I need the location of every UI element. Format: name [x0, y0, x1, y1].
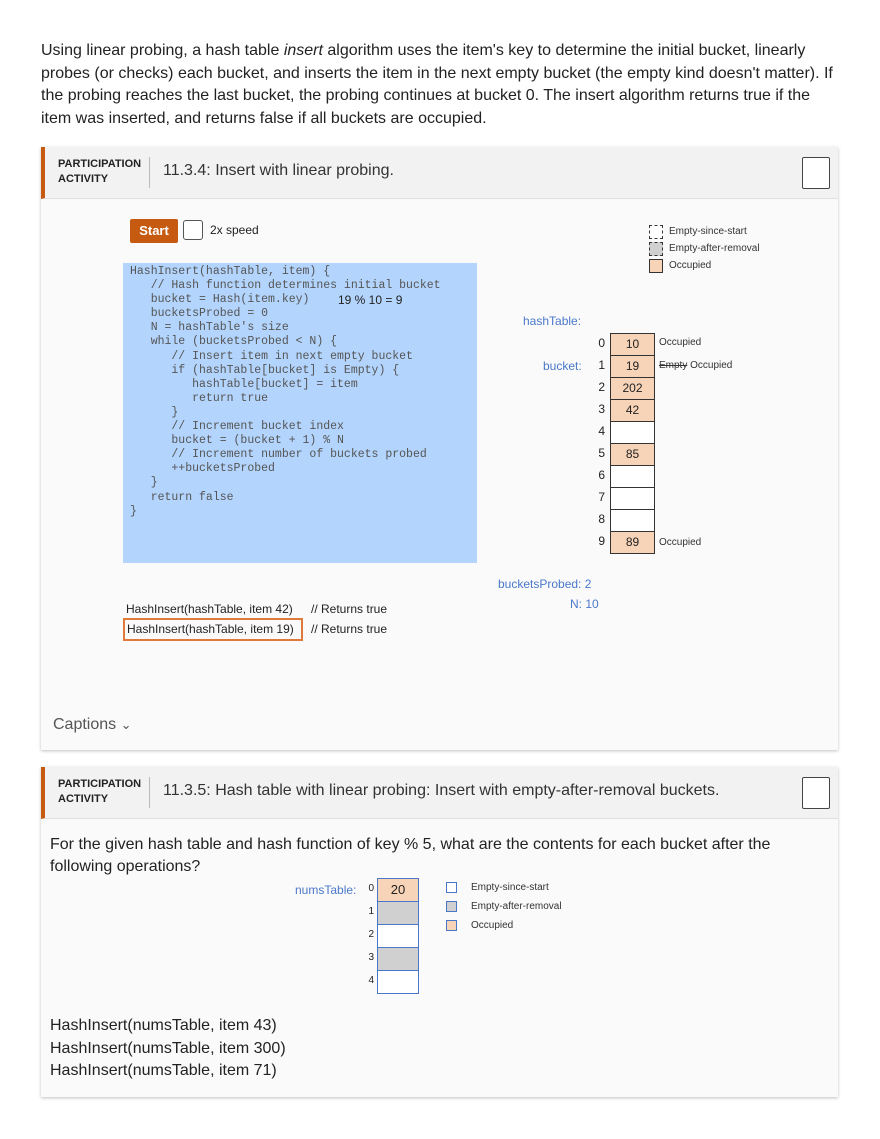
bucket-cell	[377, 924, 419, 948]
code-line: N = hashTable's size	[130, 321, 289, 335]
bucket-index: 1	[598, 358, 605, 372]
speed-checkbox[interactable]	[183, 220, 203, 240]
call-2-highlighted: HashInsert(hashTable, item 19)	[123, 618, 303, 641]
bucket-index: 8	[598, 512, 605, 526]
activity-type-label: PARTICIPATION ACTIVITY	[58, 158, 142, 185]
note-bucket-9: Occupied	[659, 537, 702, 548]
bucket-index: 5	[598, 446, 605, 460]
legend-swatch	[446, 882, 457, 893]
code-line: // Hash function determines initial bucket	[130, 279, 441, 293]
bucket-cell: 20	[377, 878, 419, 902]
code-line: // Increment bucket index	[130, 420, 344, 434]
code-line: ++bucketsProbed	[130, 462, 275, 476]
code-line: // Insert item in next empty bucket	[130, 349, 413, 363]
operation: HashInsert(numsTable, item 43)	[50, 1017, 277, 1034]
speed-label: 2x speed	[210, 223, 259, 237]
code-line: return true	[130, 391, 269, 405]
bucket-cell	[610, 487, 655, 510]
bookmark-icon[interactable]	[802, 157, 830, 189]
numstable-label: numsTable:	[295, 883, 357, 897]
activity-header	[41, 767, 838, 819]
bucket-cell: 89	[610, 531, 655, 554]
code-line: while (bucketsProbed < N) {	[130, 335, 338, 349]
bucket-index: 9	[598, 534, 605, 548]
bookmark-icon[interactable]	[802, 777, 830, 809]
operations-list	[50, 1015, 286, 1083]
bucket-index: 1	[368, 906, 374, 917]
code-line: bucketsProbed = 0	[130, 307, 269, 321]
operation: HashInsert(numsTable, item 71)	[50, 1062, 277, 1079]
code-line: if (hashTable[bucket] is Empty) {	[130, 363, 400, 377]
code-block	[123, 263, 477, 563]
operation: HashInsert(numsTable, item 300)	[50, 1039, 286, 1057]
bucket-cell	[610, 421, 655, 444]
code-line: hashTable[bucket] = item	[130, 377, 358, 391]
legend-swatch	[446, 901, 457, 912]
bucket-index: 7	[598, 490, 605, 504]
legend-label: Empty-after-removal	[471, 901, 562, 912]
legend-swatch	[649, 225, 663, 239]
note-bucket-1: Empty Occupied	[659, 360, 733, 371]
bucket-index: 6	[598, 468, 605, 482]
bucket-index: 0	[598, 336, 605, 350]
legend-label: Empty-since-start	[471, 882, 549, 893]
activity-title: 11.3.4: Insert with linear probing.	[163, 162, 394, 179]
call-1: HashInsert(hashTable, item 42)	[126, 602, 293, 616]
bucket-index: 2	[598, 380, 605, 394]
legend-label: Empty-after-removal	[669, 243, 760, 254]
start-button[interactable]: Start	[130, 219, 178, 243]
note-bucket-0: Occupied	[659, 337, 702, 348]
bucket-index: 3	[598, 402, 605, 416]
intro-text: Using linear probing, a hash table	[41, 42, 284, 59]
code-line: }	[130, 405, 179, 419]
code-line: bucket = (bucket + 1) % N	[130, 434, 344, 448]
code-line: HashInsert(hashTable, item) {	[130, 265, 331, 278]
code-line: }	[130, 476, 158, 490]
call-1-return: // Returns true	[311, 602, 388, 616]
code-line: // Increment number of buckets probed	[130, 448, 427, 462]
legend-swatch	[649, 259, 663, 273]
bucket-cell	[610, 465, 655, 488]
buckets-probed-readout: bucketsProbed: 2	[498, 577, 592, 591]
bucket-index: 2	[368, 929, 374, 940]
bucket-cell: 19	[610, 355, 655, 378]
bucket-cell: 42	[610, 399, 655, 422]
activity-header	[41, 147, 838, 199]
bucket-cell	[377, 970, 419, 994]
intro-paragraph	[41, 40, 841, 130]
bucket-cell	[610, 509, 655, 532]
question-text: For the given hash table and hash function of key % 5, what are the contents for each bucket after the following operations?	[50, 836, 771, 875]
intro-emphasis: insert	[283, 42, 323, 59]
bucket-cell: 85	[610, 443, 655, 466]
bucket-index: 0	[368, 883, 374, 894]
hashtable-label: hashTable:	[523, 314, 582, 328]
bucket-cell	[377, 947, 419, 971]
bucket-index: 3	[368, 952, 374, 963]
captions-toggle[interactable]: Captions ⌄	[53, 716, 132, 733]
intro-text: algorithm uses the item's key to determine the initial bucket, linearly probes (or checks) each bucket, and inserts the item in the next empty bucket (the empty kind doesn't matter). If the probing reaches the last bucket, the probing continues at bucket 0. The insert algorithm returns true if the item was inserted, and returns false if all buckets are occupied.	[41, 42, 833, 127]
code-line: }	[130, 504, 137, 518]
code-line: bucket = Hash(item.key)	[130, 293, 310, 307]
n-readout: N: 10	[570, 597, 599, 611]
activity-title: 11.3.5: Hash table with linear probing: Insert with empty-after-removal buckets.	[163, 782, 720, 799]
legend-label: Empty-since-start	[669, 226, 747, 237]
hash-annotation: 19 % 10 = 9	[338, 293, 403, 307]
participation-activity-2	[41, 767, 838, 1097]
legend-label: Occupied	[471, 920, 514, 931]
legend-swatch	[446, 920, 457, 931]
legend-label: Occupied	[669, 260, 712, 271]
bucket-label: bucket:	[543, 359, 582, 373]
bucket-cell: 10	[610, 333, 655, 356]
code-line: return false	[130, 490, 234, 504]
bucket-cell: 202	[610, 377, 655, 400]
call-2-return: // Returns true	[311, 622, 388, 636]
legend-swatch	[649, 242, 663, 256]
bucket-index: 4	[598, 424, 605, 438]
bucket-index: 4	[368, 975, 374, 986]
chevron-down-icon: ⌄	[120, 717, 132, 732]
bucket-cell	[377, 901, 419, 925]
activity-type-label: PARTICIPATION ACTIVITY	[58, 778, 142, 805]
